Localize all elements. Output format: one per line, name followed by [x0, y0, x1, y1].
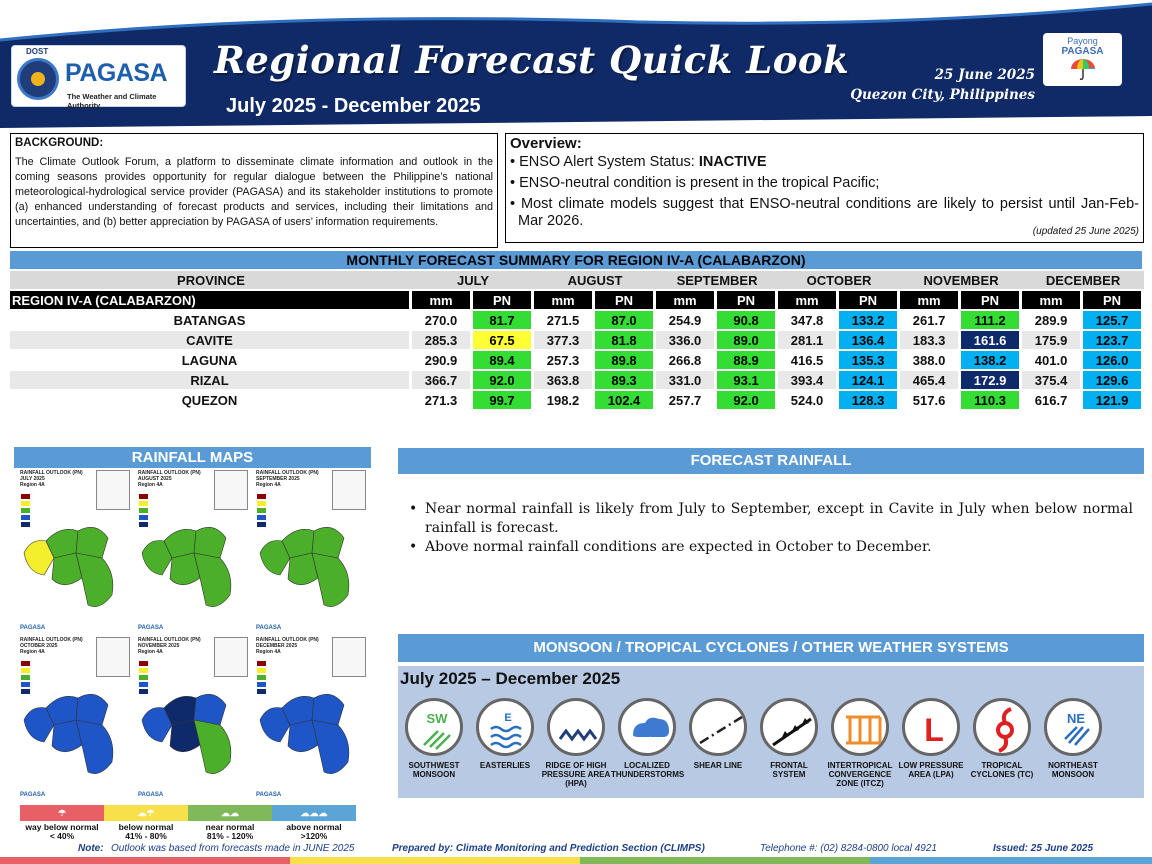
- map-month: DECEMBER 2025: [256, 643, 298, 649]
- location-map-inset: [332, 637, 366, 677]
- payong-pagasa-logo: [1043, 33, 1122, 86]
- forecast-rainfall-bullet: • Near normal rainfall is likely from July to September, except in Cavite in July when below normal rainfall is forecast.: [405, 500, 1133, 538]
- weather-system-label: SOUTHWEST MONSOON: [408, 761, 460, 779]
- calabarzon-map: [16, 513, 133, 623]
- month-header: SEPTEMBER: [656, 271, 778, 289]
- percent-normal-cell: 92.0: [473, 371, 534, 389]
- weather-systems-heading: MONSOON / TROPICAL CYCLONES / OTHER WEATHER SYSTEMS: [398, 634, 1144, 662]
- unit-mm-header: mm: [412, 291, 473, 309]
- percent-normal-cell: 99.7: [473, 391, 534, 409]
- province-shape: [194, 720, 231, 774]
- weather-system-shear-line: [682, 698, 754, 770]
- percent-normal-cell: 81.8: [595, 331, 656, 349]
- unit-mm-header: mm: [900, 291, 961, 309]
- agency-name: PAGASA: [65, 59, 168, 87]
- legend-label: below normal: [118, 822, 174, 832]
- legend-color-near-normal: ☁☁: [188, 805, 272, 821]
- legend-swatch: [257, 494, 266, 499]
- rainfall-map-august: [134, 468, 251, 633]
- unit-pn-header: PN: [961, 291, 1022, 309]
- rainfall-mm-cell: 289.9: [1022, 311, 1083, 329]
- svg-text:E: E: [504, 712, 512, 724]
- legend-item: [20, 805, 104, 841]
- background-heading: BACKGROUND:: [15, 137, 104, 149]
- rainfall-mm-cell: 331.0: [656, 371, 717, 389]
- province-shape: [194, 553, 231, 607]
- weather-system-frontal-system: [753, 698, 825, 779]
- rainfall-mm-cell: 616.7: [1022, 391, 1083, 409]
- overview-bullet: • ENSO-neutral condition is present in the tropical Pacific;: [510, 175, 880, 191]
- rainfall-mm-cell: 271.5: [534, 311, 595, 329]
- percent-normal-cell: 110.3: [961, 391, 1022, 409]
- legend-swatch: [21, 668, 30, 673]
- map-month: NOVEMBER 2025: [138, 643, 180, 649]
- province-shape: [76, 694, 108, 725]
- weather-system-southwest-monsoon: [398, 698, 470, 779]
- footer-issued: Issued: 25 June 2025: [993, 843, 1094, 854]
- rainfall-map-december: [252, 635, 369, 800]
- ridge-hpa-icon: [547, 698, 605, 756]
- percent-normal-cell: 67.5: [473, 331, 534, 349]
- month-header-row: [10, 271, 1144, 289]
- weather-system-label: LOW PRESSURE AREA (LPA): [898, 761, 964, 779]
- percent-normal-cell: 102.4: [595, 391, 656, 409]
- weather-system-label: EASTERLIES: [479, 761, 531, 770]
- percent-normal-cell: 123.7: [1083, 331, 1144, 349]
- legend-swatch: [257, 661, 266, 666]
- rainfall-mm-cell: 281.1: [778, 331, 839, 349]
- weather-system-lpa: [895, 698, 967, 779]
- rainfall-mm-cell: 198.2: [534, 391, 595, 409]
- rainfall-mm-cell: 257.7: [656, 391, 717, 409]
- overview-section: [505, 133, 1144, 243]
- rainfall-mm-cell: 388.0: [900, 351, 961, 369]
- map-pagasa-mark: PAGASA: [20, 625, 46, 631]
- province-shape: [312, 553, 349, 607]
- payong-logo-line2: PAGASA: [1061, 46, 1104, 57]
- table-row: [10, 331, 1144, 349]
- calabarzon-map: [134, 680, 251, 790]
- weather-system-itcz: [824, 698, 896, 788]
- calabarzon-map: [252, 513, 369, 623]
- shear-line-icon: [689, 698, 747, 756]
- forecast-table-body: [10, 311, 1144, 409]
- agency-tagline: The Weather and Climate Authority: [67, 92, 157, 110]
- percent-normal-cell: 90.8: [717, 311, 778, 329]
- percent-normal-cell: 129.6: [1083, 371, 1144, 389]
- percent-normal-cell: 92.0: [717, 391, 778, 409]
- unit-pn-header: PN: [717, 291, 778, 309]
- rainfall-mm-cell: 336.0: [656, 331, 717, 349]
- tropical-cyclone-icon: [973, 698, 1031, 756]
- rainfall-map-september: [252, 468, 369, 633]
- percent-normal-cell: 138.2: [961, 351, 1022, 369]
- month-header: JULY: [412, 271, 534, 289]
- location-map-inset: [332, 470, 366, 510]
- percent-normal-cell: 136.4: [839, 331, 900, 349]
- month-header: NOVEMBER: [900, 271, 1022, 289]
- month-header: AUGUST: [534, 271, 656, 289]
- rainfall-mm-cell: 175.9: [1022, 331, 1083, 349]
- region-label: REGION IV-A (CALABARZON): [10, 291, 412, 309]
- pagasa-seal-icon: [17, 58, 59, 100]
- map-region: Region 4A: [138, 649, 163, 655]
- footer-note-label: Note:: [78, 843, 104, 854]
- legend-swatch: [257, 501, 266, 506]
- map-region: Region 4A: [20, 482, 45, 488]
- map-pagasa-mark: PAGASA: [256, 792, 282, 798]
- map-month: AUGUST 2025: [138, 476, 172, 482]
- rainfall-mm-cell: 465.4: [900, 371, 961, 389]
- percent-normal-cell: 121.9: [1083, 391, 1144, 409]
- map-region: Region 4A: [20, 649, 45, 655]
- footer-telephone: Telephone #: (02) 8284-0800 local 4921: [760, 843, 937, 854]
- weather-systems-period: July 2025 – December 2025: [400, 669, 621, 688]
- weather-system-label: TROPICAL CYCLONES (TC): [970, 761, 1034, 779]
- footer-bar-segment: [580, 857, 870, 864]
- map-pagasa-mark: PAGASA: [138, 792, 164, 798]
- calabarzon-map: [134, 513, 251, 623]
- lpa-icon: [902, 698, 960, 756]
- map-pagasa-mark: PAGASA: [20, 792, 46, 798]
- weather-system-label: RIDGE OF HIGH PRESSURE AREA (HPA): [541, 761, 611, 788]
- percent-normal-cell: 135.3: [839, 351, 900, 369]
- map-title-text: RAINFALL OUTLOOK (PN): [256, 470, 319, 476]
- rainfall-mm-cell: 285.3: [412, 331, 473, 349]
- legend-label: above normal: [286, 822, 342, 832]
- overview-bullet-text: ENSO-neutral condition is present in the tropical Pacific;: [519, 175, 880, 191]
- unit-pn-header: PN: [473, 291, 534, 309]
- rainfall-maps-grid: [14, 468, 371, 800]
- legend-color-below-normal: ☁☂: [104, 805, 188, 821]
- percent-normal-cell: 111.2: [961, 311, 1022, 329]
- weather-system-label: SHEAR LINE: [693, 761, 743, 770]
- map-title-text: RAINFALL OUTLOOK (PN): [138, 470, 201, 476]
- legend-swatch: [257, 668, 266, 673]
- province-shape: [312, 694, 344, 725]
- forecast-rainfall-bullet: • Above normal rainfall conditions are expected in October to December.: [405, 538, 1133, 557]
- footer-bar-segment: [290, 857, 580, 864]
- pagasa-logo: [11, 45, 186, 110]
- unit-pn-header: PN: [1083, 291, 1144, 309]
- unit-mm-header: mm: [534, 291, 595, 309]
- map-title: [20, 637, 100, 655]
- map-title-text: RAINFALL OUTLOOK (PN): [20, 637, 83, 643]
- map-title: [256, 470, 336, 488]
- calabarzon-map: [16, 680, 133, 790]
- unit-pn-header: PN: [839, 291, 900, 309]
- province-name: BATANGAS: [10, 311, 412, 329]
- rainfall-mm-cell: 517.6: [900, 391, 961, 409]
- province-header: PROVINCE: [10, 271, 412, 289]
- rainfall-map-october: [16, 635, 133, 800]
- percent-normal-cell: 87.0: [595, 311, 656, 329]
- weather-system-tropical-cyclone: [966, 698, 1038, 779]
- overview-bullet-enso: • ENSO Alert System Status: INACTIVE: [510, 154, 767, 170]
- dost-label: DOST: [26, 47, 49, 56]
- table-row: [10, 371, 1144, 389]
- percent-normal-cell: 172.9: [961, 371, 1022, 389]
- svg-text:L: L: [924, 712, 944, 748]
- rainfall-mm-cell: 183.3: [900, 331, 961, 349]
- rainfall-mm-cell: 524.0: [778, 391, 839, 409]
- percent-normal-cell: 89.0: [717, 331, 778, 349]
- rainfall-mm-cell: 261.7: [900, 311, 961, 329]
- map-region: Region 4A: [256, 482, 281, 488]
- rainfall-mm-cell: 257.3: [534, 351, 595, 369]
- rainfall-mm-cell: 375.4: [1022, 371, 1083, 389]
- overview-updated-note: (updated 25 June 2025): [1032, 226, 1139, 237]
- background-text: The Climate Outlook Forum, a platform to disseminate climate information and outlook in the coming seasons provides opportunity for regular dialogue between the Philippine’s national meteorological-hydrological service provider (PAGASA) and its stakeholder institutions to promote (a) enhanced understanding of forecast products and services, including their limitations and uncertainties, and (b) better appreciation by PAGASA of users’ information requirements.: [15, 156, 493, 228]
- legend-label: way below normal: [25, 822, 99, 832]
- issue-place: Quezon City, Philippines: [850, 87, 1035, 103]
- map-title-text: RAINFALL OUTLOOK (PN): [20, 470, 83, 476]
- northeast-monsoon-icon: [1044, 698, 1102, 756]
- rainfall-mm-cell: 377.3: [534, 331, 595, 349]
- province-shape: [76, 720, 113, 774]
- umbrella-icon: [1068, 57, 1098, 81]
- location-map-inset: [214, 637, 248, 677]
- easterlies-icon: [476, 698, 534, 756]
- legend-range: 41% - 80%: [125, 831, 167, 841]
- rainfall-mm-cell: 416.5: [778, 351, 839, 369]
- percent-normal-cell: 125.7: [1083, 311, 1144, 329]
- rainfall-mm-cell: 363.8: [534, 371, 595, 389]
- rainfall-mm-cell: 366.7: [412, 371, 473, 389]
- weather-system-label: FRONTAL SYSTEM: [770, 761, 808, 779]
- map-title: [20, 470, 100, 488]
- legend-label: near normal: [205, 822, 255, 832]
- map-title-text: RAINFALL OUTLOOK (PN): [256, 637, 319, 643]
- rainfall-mm-cell: 393.4: [778, 371, 839, 389]
- unit-mm-header: mm: [778, 291, 839, 309]
- legend-swatch: [139, 668, 148, 673]
- weather-system-label: INTERTROPICAL CONVERGENCE ZONE (ITCZ): [827, 761, 893, 788]
- overview-bullet-text: Most climate models suggest that ENSO-neutral conditions are likely to persist until Jan-Feb-Mar 2026.: [518, 196, 1140, 229]
- weather-system-thunderstorm: [611, 698, 683, 779]
- rainfall-mm-cell: 271.3: [412, 391, 473, 409]
- percent-normal-cell: 89.4: [473, 351, 534, 369]
- rainfall-mm-cell: 266.8: [656, 351, 717, 369]
- province-name: RIZAL: [10, 371, 412, 389]
- map-title: [256, 637, 336, 655]
- legend-range: 81% - 120%: [206, 831, 254, 841]
- unit-header-row: [10, 291, 1144, 309]
- legend-swatch: [139, 494, 148, 499]
- province-shape: [76, 527, 108, 558]
- background-section: [10, 133, 498, 248]
- footer-prepared-by: Prepared by: Climate Monitoring and Prediction Section (CLIMPS): [392, 843, 705, 854]
- table-row: [10, 311, 1144, 329]
- map-pagasa-mark: PAGASA: [138, 625, 164, 631]
- footer-note: [0, 843, 1152, 857]
- legend-swatch: [139, 661, 148, 666]
- table-row: [10, 391, 1144, 409]
- weather-system-label: LOCALIZED THUNDERSTORMS: [611, 761, 685, 779]
- weather-system-northeast-monsoon: [1037, 698, 1109, 779]
- province-name: CAVITE: [10, 331, 412, 349]
- footer-color-bar: [0, 857, 1152, 864]
- legend-swatch: [21, 501, 30, 506]
- overview-heading: Overview:: [510, 135, 582, 152]
- southwest-monsoon-icon: [405, 698, 463, 756]
- map-region: Region 4A: [256, 649, 281, 655]
- location-map-inset: [214, 470, 248, 510]
- percent-normal-cell: 124.1: [839, 371, 900, 389]
- itcz-icon: [831, 698, 889, 756]
- location-map-inset: [96, 637, 130, 677]
- rainfall-mm-cell: 290.9: [412, 351, 473, 369]
- issue-date: 25 June 2025: [934, 67, 1035, 83]
- percent-normal-cell: 126.0: [1083, 351, 1144, 369]
- province-shape: [194, 694, 226, 725]
- percent-normal-cell: 161.6: [961, 331, 1022, 349]
- legend-range: < 40%: [49, 831, 75, 841]
- rainfall-maps-heading: RAINFALL MAPS: [14, 447, 371, 468]
- svg-text:NE: NE: [1066, 711, 1086, 726]
- rainfall-mm-cell: 254.9: [656, 311, 717, 329]
- province-shape: [76, 553, 113, 607]
- map-title: [138, 637, 218, 655]
- rainfall-mm-cell: 270.0: [412, 311, 473, 329]
- percent-normal-cell: 89.3: [595, 371, 656, 389]
- forecast-summary-table: [10, 269, 1144, 411]
- province-shape: [312, 720, 349, 774]
- legend-swatch: [139, 501, 148, 506]
- percent-normal-cell: 128.3: [839, 391, 900, 409]
- unit-pn-header: PN: [595, 291, 656, 309]
- footer-bar-segment: [0, 857, 290, 864]
- location-map-inset: [96, 470, 130, 510]
- payong-logo-line1: Payong: [1067, 36, 1098, 46]
- enso-status-value: INACTIVE: [698, 154, 767, 170]
- thunderstorm-icon: [618, 698, 676, 756]
- legend-item: [188, 805, 272, 841]
- weather-system-ridge-hpa: [540, 698, 612, 788]
- unit-mm-header: mm: [656, 291, 717, 309]
- map-pagasa-mark: PAGASA: [256, 625, 282, 631]
- map-title-text: RAINFALL OUTLOOK (PN): [138, 637, 201, 643]
- weather-system-label: NORTHEAST MONSOON: [1048, 761, 1098, 779]
- rainfall-map-july: [16, 468, 133, 633]
- frontal-system-icon: [760, 698, 818, 756]
- map-region: Region 4A: [138, 482, 163, 488]
- forecast-rainfall-heading: FORECAST RAINFALL: [398, 448, 1144, 474]
- enso-status-label: ENSO Alert System Status:: [519, 154, 699, 170]
- map-title: [138, 470, 218, 488]
- percent-normal-cell: 89.8: [595, 351, 656, 369]
- percent-normal-cell: 81.7: [473, 311, 534, 329]
- summary-title: MONTHLY FORECAST SUMMARY FOR REGION IV-A (CALABARZON): [10, 251, 1142, 269]
- map-month: OCTOBER 2025: [20, 643, 58, 649]
- legend-color-way-below-normal: ☂: [20, 805, 104, 821]
- legend-swatch: [21, 494, 30, 499]
- percent-normal-cell: 93.1: [717, 371, 778, 389]
- map-month: JULY 2025: [20, 476, 45, 482]
- svg-text:SW: SW: [426, 711, 448, 726]
- weather-system-easterlies: [469, 698, 541, 770]
- rainfall-mm-cell: 347.8: [778, 311, 839, 329]
- legend-range: >120%: [300, 831, 328, 841]
- legend-swatch: [21, 661, 30, 666]
- forecast-period: July 2025 - December 2025: [226, 95, 481, 117]
- percent-normal-cell: 88.9: [717, 351, 778, 369]
- month-header: DECEMBER: [1022, 271, 1144, 289]
- rainfall-map-legend: [20, 805, 360, 845]
- month-header: OCTOBER: [778, 271, 900, 289]
- legend-item: [272, 805, 356, 841]
- overview-bullet: • Most climate models suggest that ENSO-neutral conditions are likely to persist until Jan-Feb-Mar 2026.: [510, 196, 1140, 229]
- province-shape: [194, 527, 226, 558]
- forecast-rainfall-list: [405, 500, 1133, 557]
- legend-item: [104, 805, 188, 841]
- rainfall-map-november: [134, 635, 251, 800]
- rainfall-mm-cell: 401.0: [1022, 351, 1083, 369]
- page-title: Regional Forecast Quick Look: [214, 38, 850, 82]
- calabarzon-map: [252, 680, 369, 790]
- map-month: SEPTEMBER 2025: [256, 476, 300, 482]
- footer-bar-segment: [870, 857, 1152, 864]
- province-name: LAGUNA: [10, 351, 412, 369]
- province-shape: [312, 527, 344, 558]
- legend-color-above-normal: ☁☁☁: [272, 805, 356, 821]
- unit-mm-header: mm: [1022, 291, 1083, 309]
- footer-note-text: Outlook was based from forecasts made in JUNE 2025: [111, 843, 355, 854]
- table-row: [10, 351, 1144, 369]
- province-name: QUEZON: [10, 391, 412, 409]
- percent-normal-cell: 133.2: [839, 311, 900, 329]
